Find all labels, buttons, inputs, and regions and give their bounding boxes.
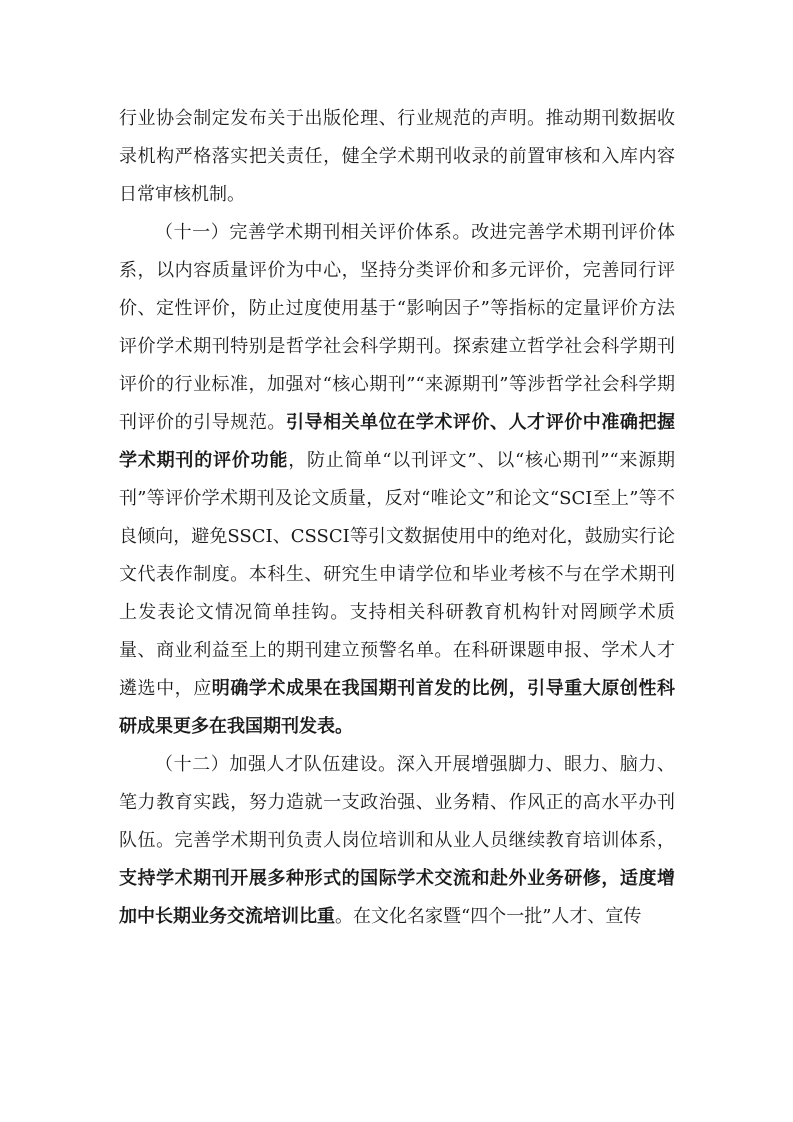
text-segment: （十二）加强人才队伍建设。深入开展增强脚力、眼力、脑力、笔力教育实践，努力造就一支政治强、业务精、作风正的高水平办刊队伍。完善学术期刊负责人岗位培训和从业人员继续教育培训体系， bbox=[119, 754, 675, 851]
text-segment: （十一）完善学术期刊相关评价体系。改进完善学术期刊评价体系，以内容质量评价为中心，坚持分类评价和多元评价，完善同行评价、定性评价，防止过度使用基于“影响因子”等指标的定量评价方法评价学术期刊特别是哲学社会科学期刊。探索建立哲学社会科学期刊评价的行业标准，加强对“核心期刊”“来源期刊”等涉哲学社会科学期刊评价的引导规范。 bbox=[119, 222, 675, 433]
text-segment: ，防止简单“以刊评文”、以“核心期刊”“来源期刊”等评价学术期刊及论文质量，反对“唯论文”和论文“SCI至上”等不良倾向，避免SSCI、CSSCI等引文数据使用中的绝对化，鼓励实行论文代表作制度。本科生、研究生申请学位和毕业考核不与在学术期刊上发表论文情况简单挂钩。支持相关科研教育机构针对罔顾学术质量、商业利益至上的期刊建立预警名单。在科研课题申报、学术人才遴选中，应 bbox=[119, 450, 676, 699]
bold-text-segment: 引导相关单位在学术评价、人才评价中准确把握学术期刊的评价功能 bbox=[119, 412, 676, 471]
text-segment: 。在文化名家暨“四个一批”人才、宣传 bbox=[335, 906, 642, 927]
text-segment: 行业协会制定发布关于出版伦理、行业规范的声明。推动期刊数据收录机构严格落实把关责任，健全学术期刊收录的前置审核和入库内容日常审核机制。 bbox=[119, 108, 675, 205]
paragraph-3 bbox=[119, 746, 675, 936]
bold-text-segment: 明确学术成果在我国期刊首发的比例，引导重大原创性科研成果更多在我国期刊发表。 bbox=[119, 678, 676, 737]
document-body bbox=[119, 100, 675, 936]
bold-text-segment: 支持学术期刊开展多种形式的国际学术交流和赴外业务研修，适度增加中长期业务交流培训比重 bbox=[119, 868, 675, 927]
paragraph-1 bbox=[119, 100, 675, 214]
paragraph-2 bbox=[119, 214, 675, 746]
